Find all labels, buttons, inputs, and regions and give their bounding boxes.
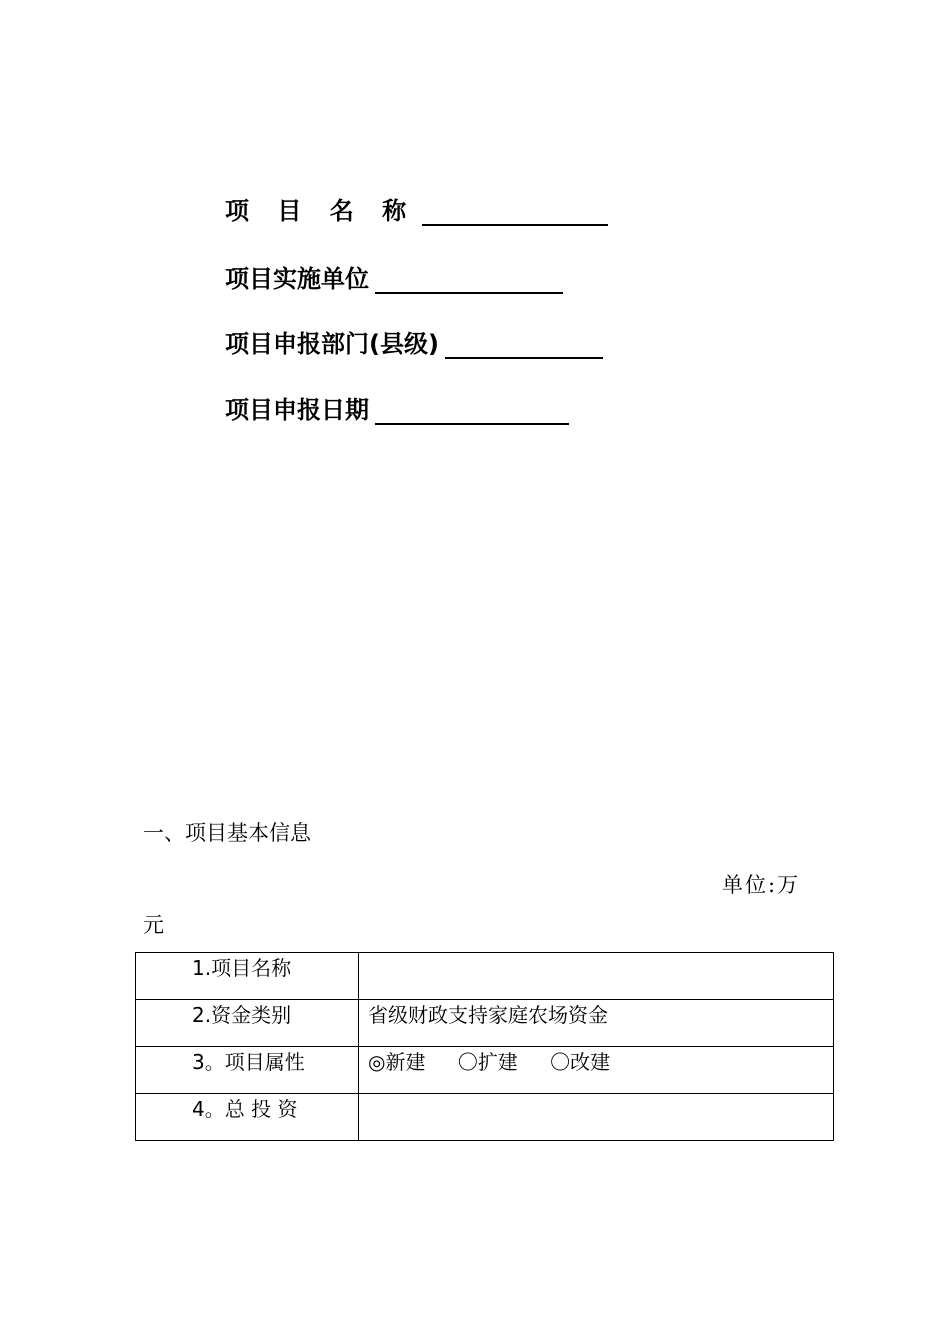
row-label-project-attribute: 3。项目属性 <box>136 1047 359 1094</box>
option-label: 扩建 <box>477 1050 518 1074</box>
attribute-option-new[interactable] <box>368 1049 425 1075</box>
section-heading-basic-info: 一、项目基本信息 <box>143 821 311 845</box>
cover-implementing-unit-row <box>225 258 563 298</box>
selected-radio-icon: ◎ <box>368 1050 386 1074</box>
row-label-total-investment: 4。总 投 资 <box>136 1094 359 1141</box>
cover-reporting-dept-row <box>225 323 603 363</box>
table-row <box>136 953 834 1000</box>
project-name-label: 项 目 名 称 <box>225 197 417 225</box>
unit-note-continued: 元 <box>143 913 164 937</box>
option-label: 新建 <box>385 1050 426 1074</box>
project-name-blank-line[interactable] <box>422 194 608 226</box>
row-value-project-attribute <box>359 1047 834 1094</box>
row-label-project-name: 1.项目名称 <box>136 953 359 1000</box>
option-label: 改建 <box>570 1050 611 1074</box>
attribute-option-rebuild[interactable] <box>550 1049 610 1075</box>
row-value-project-name[interactable] <box>359 953 834 1000</box>
cover-reporting-date-row <box>225 389 569 429</box>
row-value-fund-category[interactable]: 省级财政支持家庭农场资金 <box>359 1000 834 1047</box>
reporting-dept-blank-line[interactable] <box>445 327 603 359</box>
table-row <box>136 1047 834 1094</box>
row-value-total-investment[interactable] <box>359 1094 834 1141</box>
reporting-date-label: 项目申报日期 <box>225 396 369 424</box>
cover-project-name-row <box>225 190 608 230</box>
attribute-option-expand[interactable] <box>458 1049 518 1075</box>
implementing-unit-label: 项目实施单位 <box>225 265 369 293</box>
table-row <box>136 1000 834 1047</box>
reporting-dept-label: 项目申报部门(县级) <box>225 330 439 358</box>
radio-circle-icon: 〇 <box>550 1050 571 1074</box>
reporting-date-blank-line[interactable] <box>375 393 569 425</box>
radio-circle-icon: 〇 <box>457 1050 478 1074</box>
project-info-table <box>135 952 834 1141</box>
implementing-unit-blank-line[interactable] <box>375 262 563 294</box>
unit-note: 单位:万 <box>722 873 801 897</box>
row-label-fund-category: 2.资金类别 <box>136 1000 359 1047</box>
table-row <box>136 1094 834 1141</box>
